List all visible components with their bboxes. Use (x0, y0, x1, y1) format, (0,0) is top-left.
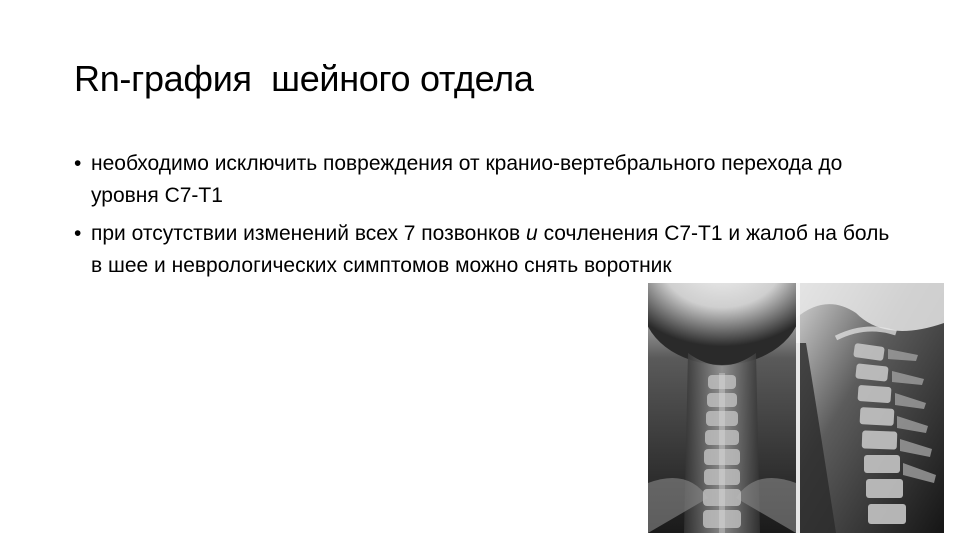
bullet-marker: • (74, 152, 82, 175)
cervical-spine-ap-xray (648, 283, 796, 533)
slide-title: Rn-графия шейного отдела (74, 58, 534, 99)
bullet-marker: • (74, 222, 82, 245)
bullet-list (74, 148, 894, 288)
cervical-spine-lateral-xray (796, 283, 944, 533)
xray-lateral-graphic (796, 283, 944, 533)
bullet-text-italic: и (526, 222, 538, 245)
bullet-text: необходимо исключить повреждения от кранио-вертебрального перехода до уровня С7-Т1 (91, 152, 843, 207)
bullet-item (74, 218, 894, 282)
xray-ap-graphic (648, 283, 796, 533)
bullet-text: сочленения С7-Т1 и жалоб на боль в шее и неврологических симптомов можно снять воротник (91, 222, 890, 277)
bullet-text: при отсутствии изменений всех 7 позвонков (91, 222, 527, 245)
bullet-item (74, 148, 894, 212)
